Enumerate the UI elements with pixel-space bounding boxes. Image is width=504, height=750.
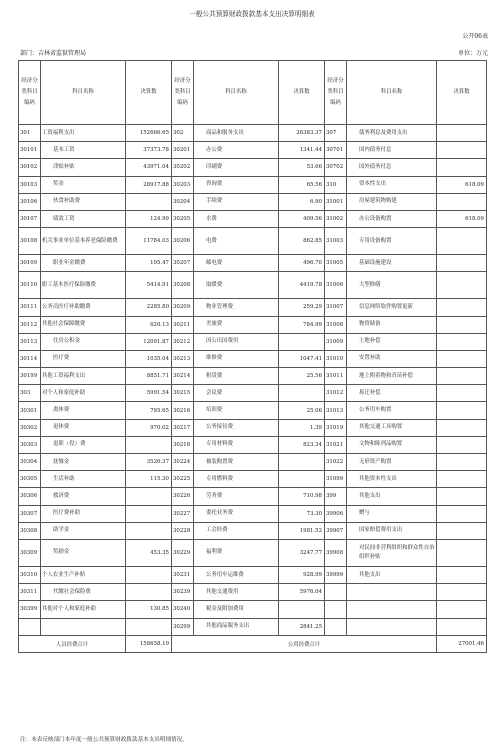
amount-cell xyxy=(126,193,172,210)
item-name-cell: 其他资本性支出 xyxy=(347,471,437,488)
econ-code-cell: 30111 xyxy=(19,299,41,316)
econ-code-cell: 39907 xyxy=(325,522,347,539)
item-name-cell: 公务用车购置 xyxy=(347,402,437,419)
econ-code-cell: 30309 xyxy=(19,539,41,566)
amount-cell: 620.13 xyxy=(126,316,172,333)
item-name-cell: 国外债务付息 xyxy=(347,159,437,176)
econ-code-cell: 30112 xyxy=(19,316,41,333)
table-row xyxy=(19,539,487,566)
amount-cell xyxy=(437,402,487,419)
amount-cell xyxy=(437,299,487,316)
item-name-cell: 抚恤金 xyxy=(41,454,126,471)
table-row xyxy=(19,333,487,350)
amount-cell xyxy=(279,333,325,350)
amount-cell xyxy=(126,618,172,635)
econ-code-cell: 30217 xyxy=(172,419,194,436)
amount-cell xyxy=(437,618,487,635)
item-name-cell: 信息网络软件购置更新 xyxy=(347,299,437,316)
econ-code-cell: 30305 xyxy=(19,471,41,488)
table-title: 一般公共预算财政拨款基本支出决算明细表 xyxy=(189,10,315,18)
econ-code-cell: 30106 xyxy=(19,193,41,210)
header-amount: 决算数 xyxy=(437,61,487,125)
econ-code-cell: 30303 xyxy=(19,436,41,453)
econ-code-cell: 30213 xyxy=(172,350,194,367)
amount-cell: 1981.52 xyxy=(279,522,325,539)
item-name-cell: 救济费 xyxy=(41,488,126,505)
econ-code-cell: 30307 xyxy=(19,505,41,522)
amount-cell: 2841.25 xyxy=(279,618,325,635)
item-name-cell: 会议费 xyxy=(194,385,279,402)
econ-code-cell: 30102 xyxy=(19,159,41,176)
table-row xyxy=(19,255,487,272)
econ-code-cell: 30304 xyxy=(19,454,41,471)
amount-cell xyxy=(437,488,487,505)
econ-code-cell: 39906 xyxy=(325,505,347,522)
amount-cell: 124.99 xyxy=(126,210,172,227)
table-row xyxy=(19,522,487,539)
item-name-cell: 伙食补助费 xyxy=(41,193,126,210)
item-name-cell: 大型修缮 xyxy=(347,272,437,299)
amount-cell xyxy=(437,522,487,539)
econ-code-cell: 31009 xyxy=(325,333,347,350)
amount-cell xyxy=(126,522,172,539)
item-name-cell: 国家赔偿费用支出 xyxy=(347,522,437,539)
item-name-cell: 被装购置费 xyxy=(194,454,279,471)
item-name-cell: 其他支出 xyxy=(347,488,437,505)
item-name-cell: 维修费 xyxy=(194,350,279,367)
econ-code-cell: 30310 xyxy=(19,566,41,583)
econ-code-cell: 31002 xyxy=(325,210,347,227)
econ-code-cell: 30199 xyxy=(19,368,41,385)
amount-cell xyxy=(126,584,172,601)
unit-label: 单位：万元 xyxy=(457,50,488,57)
item-name-cell: 津贴补贴 xyxy=(41,159,126,176)
item-name-cell xyxy=(347,601,437,618)
item-name-cell: 文物和陈列品购置 xyxy=(347,436,437,453)
item-name-cell: 水费 xyxy=(194,210,279,227)
amount-cell: 409.56 xyxy=(279,210,325,227)
econ-code-cell: 30114 xyxy=(19,350,41,367)
econ-code-cell xyxy=(325,618,347,635)
table-row xyxy=(19,402,487,419)
amount-cell: 11784.03 xyxy=(126,228,172,255)
item-name-cell: 对民间非营利组织和群众性自治组织补贴 xyxy=(347,539,437,566)
amount-cell xyxy=(126,436,172,453)
amount-cell: 259.29 xyxy=(279,299,325,316)
item-name-cell: 其他交通工具购置 xyxy=(347,419,437,436)
amount-cell: 53.66 xyxy=(279,159,325,176)
econ-code-cell: 30205 xyxy=(172,210,194,227)
item-name-cell: 邮电费 xyxy=(194,255,279,272)
item-name-cell: 专用材料费 xyxy=(194,436,279,453)
item-name-cell: 公务接待费 xyxy=(194,419,279,436)
amount-cell xyxy=(437,601,487,618)
econ-code-cell: 30301 xyxy=(19,402,41,419)
item-name-cell: 税金及附加费用 xyxy=(194,601,279,618)
econ-code-cell: 303 xyxy=(19,385,41,402)
econ-code-cell: 30302 xyxy=(19,419,41,436)
amount-cell xyxy=(437,471,487,488)
item-name-cell: 离休费 xyxy=(41,402,126,419)
item-name-cell xyxy=(347,618,437,635)
econ-code-cell: 31008 xyxy=(325,316,347,333)
item-name-cell: 其他对个人和家庭补助 xyxy=(41,601,126,618)
amount-cell: 1.39 xyxy=(279,419,325,436)
table-row xyxy=(19,505,487,522)
personnel-total-label: 人员经费合计 xyxy=(19,635,126,652)
amount-cell: 795.65 xyxy=(126,402,172,419)
amount-cell xyxy=(437,159,487,176)
econ-code-cell: 30224 xyxy=(172,454,194,471)
item-name-cell: 拆迁补偿 xyxy=(347,385,437,402)
amount-cell: 12091.87 xyxy=(126,333,172,350)
econ-code-cell: 30109 xyxy=(19,255,41,272)
amount-cell xyxy=(279,601,325,618)
econ-code-cell: 30225 xyxy=(172,471,194,488)
doc-number: 公开06表 xyxy=(462,33,488,40)
econ-code-cell: 31099 xyxy=(325,471,347,488)
amount-cell xyxy=(126,566,172,583)
item-name-cell: 地上附着物和青苗补偿 xyxy=(347,368,437,385)
table-row xyxy=(19,350,487,367)
header-name: 科目名称 xyxy=(347,61,437,125)
amount-cell: 453.35 xyxy=(126,539,172,566)
econ-code-cell: 307 xyxy=(325,125,347,142)
item-name-cell: 个人农业生产补贴 xyxy=(41,566,126,583)
table-row xyxy=(19,210,487,227)
item-name-cell: 租赁费 xyxy=(194,368,279,385)
econ-code-cell: 30227 xyxy=(172,505,194,522)
econ-code-cell: 30209 xyxy=(172,299,194,316)
item-name-cell: 基本工资 xyxy=(41,142,126,159)
econ-code-cell: 30228 xyxy=(172,522,194,539)
econ-code-cell: 30207 xyxy=(172,255,194,272)
amount-cell xyxy=(437,539,487,566)
table-row xyxy=(19,601,487,618)
item-name-cell: 商品和服务支出 xyxy=(194,125,279,142)
econ-code-cell xyxy=(19,618,41,635)
table-row xyxy=(19,454,487,471)
item-name-cell: 职工基本医疗保险缴费 xyxy=(41,272,126,299)
econ-code-cell: 30306 xyxy=(19,488,41,505)
item-name-cell: 取暖费 xyxy=(194,272,279,299)
econ-code-cell: 31013 xyxy=(325,402,347,419)
header-name: 科目名称 xyxy=(194,61,279,125)
amount-cell: 6.90 xyxy=(279,193,325,210)
table-row xyxy=(19,368,487,385)
item-name-cell: 无形资产购置 xyxy=(347,454,437,471)
amount-cell: 28917.88 xyxy=(126,176,172,193)
item-name-cell: 工资福利支出 xyxy=(41,125,126,142)
amount-cell: 784.99 xyxy=(279,316,325,333)
amount-cell: 928.99 xyxy=(279,566,325,583)
econ-code-cell: 31005 xyxy=(325,255,347,272)
econ-code-cell: 31021 xyxy=(325,436,347,453)
department-label: 部门：吉林省监狱管理局 xyxy=(20,50,87,57)
table-row xyxy=(19,419,487,436)
amount-cell xyxy=(437,350,487,367)
econ-code-cell: 31006 xyxy=(325,272,347,299)
table-row xyxy=(19,566,487,583)
econ-code-cell: 30101 xyxy=(19,142,41,159)
amount-cell: 5414.91 xyxy=(126,272,172,299)
amount-cell xyxy=(437,228,487,255)
footnote: 注：本表反映部门本年度一般公共预算财政拨款基本支出明细情况。 xyxy=(20,737,188,743)
amount-cell xyxy=(437,272,487,299)
econ-code-cell: 30113 xyxy=(19,333,41,350)
econ-code-cell: 30202 xyxy=(172,159,194,176)
amount-cell: 823.34 xyxy=(279,436,325,453)
item-name-cell: 资本性支出 xyxy=(347,176,437,193)
item-name-cell: 住房公积金 xyxy=(41,333,126,350)
econ-code-cell: 31001 xyxy=(325,193,347,210)
amount-cell: 2285.80 xyxy=(126,299,172,316)
econ-code-cell: 30110 xyxy=(19,272,41,299)
econ-code-cell: 30206 xyxy=(172,228,194,255)
econ-code-cell: 30201 xyxy=(172,142,194,159)
econ-code-cell: 30239 xyxy=(172,584,194,601)
item-name-cell: 公务员医疗补助缴费 xyxy=(41,299,126,316)
econ-code-cell: 30231 xyxy=(172,566,194,583)
table-row xyxy=(19,584,487,601)
amount-cell xyxy=(437,419,487,436)
item-name-cell: 物业管理费 xyxy=(194,299,279,316)
amount-cell xyxy=(437,505,487,522)
item-name-cell: 专用设备购置 xyxy=(347,228,437,255)
econ-code-cell: 310 xyxy=(325,176,347,193)
econ-code-cell: 31011 xyxy=(325,368,347,385)
amount-cell: 862.85 xyxy=(279,228,325,255)
item-name-cell: 公务用车运维费 xyxy=(194,566,279,583)
econ-code-cell: 39908 xyxy=(325,539,347,566)
item-name-cell: 物资储备 xyxy=(347,316,437,333)
item-name-cell: 绩效工资 xyxy=(41,210,126,227)
econ-code-cell: 31022 xyxy=(325,454,347,471)
amount-cell xyxy=(437,255,487,272)
econ-code-cell: 30204 xyxy=(172,193,194,210)
table-row xyxy=(19,436,487,453)
amount-cell: 37373.78 xyxy=(126,142,172,159)
item-name-cell: 办公费 xyxy=(194,142,279,159)
item-name-cell: 生活补助 xyxy=(41,471,126,488)
item-name-cell: 专用燃料费 xyxy=(194,471,279,488)
amount-cell: 5976.04 xyxy=(279,584,325,601)
econ-code-cell: 31019 xyxy=(325,419,347,436)
econ-code-cell: 30103 xyxy=(19,176,41,193)
header-code: 经济分类科目编码 xyxy=(172,61,194,125)
amount-cell xyxy=(279,385,325,402)
header-code: 经济分类科目编码 xyxy=(325,61,347,125)
amount-cell: 970.02 xyxy=(126,419,172,436)
econ-code-cell: 30311 xyxy=(19,584,41,601)
amount-cell xyxy=(437,193,487,210)
econ-code-cell: 30226 xyxy=(172,488,194,505)
item-name-cell: 土地补偿 xyxy=(347,333,437,350)
econ-code-cell: 30212 xyxy=(172,333,194,350)
amount-cell xyxy=(126,505,172,522)
amount-cell: 25.06 xyxy=(279,402,325,419)
amount-cell: 65.56 xyxy=(279,176,325,193)
amount-cell: 8851.71 xyxy=(126,368,172,385)
public-total-label: 公用经费合计 xyxy=(172,635,437,652)
amount-cell: 130.85 xyxy=(126,601,172,618)
item-name-cell: 债务利息及费用支出 xyxy=(347,125,437,142)
item-name-cell: 对个人和家庭补助 xyxy=(41,385,126,402)
econ-code-cell: 302 xyxy=(172,125,194,142)
table-row xyxy=(19,142,487,159)
item-name-cell: 其他交通费用 xyxy=(194,584,279,601)
amount-cell: 3247.77 xyxy=(279,539,325,566)
personnel-total-value: 158658.19 xyxy=(126,635,172,652)
econ-code-cell: 30229 xyxy=(172,539,194,566)
amount-cell xyxy=(437,566,487,583)
item-name-cell: 手续费 xyxy=(194,193,279,210)
item-name-cell: 电费 xyxy=(194,228,279,255)
econ-code-cell: 31007 xyxy=(325,299,347,316)
econ-code-cell: 30208 xyxy=(172,272,194,299)
econ-code-cell: 399 xyxy=(325,488,347,505)
amount-cell xyxy=(279,471,325,488)
item-name-cell: 退职（役）费 xyxy=(41,436,126,453)
amount-cell xyxy=(437,368,487,385)
table-row xyxy=(19,193,487,210)
item-name-cell: 奖励金 xyxy=(41,539,126,566)
econ-code-cell: 30399 xyxy=(19,601,41,618)
econ-code-cell: 30240 xyxy=(172,601,194,618)
amount-cell: 496.70 xyxy=(279,255,325,272)
item-name-cell: 助学金 xyxy=(41,522,126,539)
amount-cell: 1035.04 xyxy=(126,350,172,367)
item-name-cell: 房屋建筑物购建 xyxy=(347,193,437,210)
econ-code-cell: 30218 xyxy=(172,436,194,453)
item-name-cell: 因公出国费用 xyxy=(194,333,279,350)
econ-code-cell: 31010 xyxy=(325,350,347,367)
item-name-cell: 安置补助 xyxy=(347,350,437,367)
table-row xyxy=(19,471,487,488)
item-name-cell: 基础设施建设 xyxy=(347,255,437,272)
amount-cell: 43971.04 xyxy=(126,159,172,176)
econ-code-cell: 30215 xyxy=(172,385,194,402)
header-amount: 决算数 xyxy=(126,61,172,125)
item-name-cell: 其他商品服务支出 xyxy=(194,618,279,635)
amount-cell: 26383.37 xyxy=(279,125,325,142)
item-name-cell: 其他工资福利支出 xyxy=(41,368,126,385)
amount-cell xyxy=(126,488,172,505)
econ-code-cell: 30701 xyxy=(325,142,347,159)
item-name-cell: 退休费 xyxy=(41,419,126,436)
table-row xyxy=(19,488,487,505)
amount-cell: 710.98 xyxy=(279,488,325,505)
table-row xyxy=(19,299,487,316)
econ-code-cell: 30214 xyxy=(172,368,194,385)
amount-cell: 25.56 xyxy=(279,368,325,385)
amount-cell xyxy=(279,454,325,471)
table-row xyxy=(19,316,487,333)
econ-code-cell: 301 xyxy=(19,125,41,142)
table-row xyxy=(19,125,487,142)
econ-code-cell: 30211 xyxy=(172,316,194,333)
header-name: 科目名称 xyxy=(41,61,126,125)
amount-cell xyxy=(437,436,487,453)
amount-cell xyxy=(437,125,487,142)
amount-cell: 618.09 xyxy=(437,210,487,227)
econ-code-cell: 30107 xyxy=(19,210,41,227)
item-name-cell: 福利费 xyxy=(194,539,279,566)
item-name-cell: 机关事业单位基本养老保险缴费 xyxy=(41,228,126,255)
amount-cell xyxy=(437,385,487,402)
item-name-cell: 工会经费 xyxy=(194,522,279,539)
amount-cell: 152666.65 xyxy=(126,125,172,142)
amount-cell xyxy=(437,333,487,350)
item-name-cell: 医疗费补助 xyxy=(41,505,126,522)
table-row xyxy=(19,228,487,255)
econ-code-cell: 39999 xyxy=(325,566,347,583)
amount-cell: 195.47 xyxy=(126,255,172,272)
table-row xyxy=(19,272,487,299)
amount-cell: 115.30 xyxy=(126,471,172,488)
item-name-cell: 奖金 xyxy=(41,176,126,193)
expenditure-table xyxy=(18,60,487,653)
item-name-cell xyxy=(41,618,126,635)
item-name-cell: 国内债务付息 xyxy=(347,142,437,159)
amount-cell: 1047.41 xyxy=(279,350,325,367)
econ-code-cell: 30702 xyxy=(325,159,347,176)
econ-code-cell: 30299 xyxy=(172,618,194,635)
amount-cell xyxy=(437,454,487,471)
amount-cell: 73.30 xyxy=(279,505,325,522)
amount-cell: 1341.44 xyxy=(279,142,325,159)
header-code: 经济分类科目编码 xyxy=(19,61,41,125)
amount-cell xyxy=(437,316,487,333)
item-name-cell: 咨询费 xyxy=(194,176,279,193)
amount-cell: 618.09 xyxy=(437,176,487,193)
amount-cell: 5991.54 xyxy=(126,385,172,402)
item-name-cell: 办公设备购置 xyxy=(347,210,437,227)
econ-code-cell: 30108 xyxy=(19,228,41,255)
econ-code-cell: 31012 xyxy=(325,385,347,402)
item-name-cell: 代缴社会保险费 xyxy=(41,584,126,601)
item-name-cell: 医疗费 xyxy=(41,350,126,367)
table-row xyxy=(19,176,487,193)
item-name-cell: 委托业务费 xyxy=(194,505,279,522)
econ-code-cell: 31003 xyxy=(325,228,347,255)
item-name-cell: 差旅费 xyxy=(194,316,279,333)
amount-cell xyxy=(437,584,487,601)
amount-cell: 4419.78 xyxy=(279,272,325,299)
table-row xyxy=(19,385,487,402)
econ-code-cell xyxy=(325,584,347,601)
econ-code-cell: 30203 xyxy=(172,176,194,193)
table-row xyxy=(19,159,487,176)
amount-cell xyxy=(437,142,487,159)
item-name-cell: 培训费 xyxy=(194,402,279,419)
econ-code-cell: 30308 xyxy=(19,522,41,539)
item-name-cell: 赠与 xyxy=(347,505,437,522)
item-name-cell: 其他支出 xyxy=(347,566,437,583)
table-row xyxy=(19,618,487,635)
amount-cell: 3526.37 xyxy=(126,454,172,471)
public-total-value: 27001.46 xyxy=(437,635,487,652)
econ-code-cell xyxy=(325,601,347,618)
item-name-cell: 劳务费 xyxy=(194,488,279,505)
item-name-cell: 印刷费 xyxy=(194,159,279,176)
header-amount: 决算数 xyxy=(279,61,325,125)
item-name-cell: 职业年金缴费 xyxy=(41,255,126,272)
item-name-cell: 其他社会保障缴费 xyxy=(41,316,126,333)
econ-code-cell: 30216 xyxy=(172,402,194,419)
item-name-cell xyxy=(347,584,437,601)
